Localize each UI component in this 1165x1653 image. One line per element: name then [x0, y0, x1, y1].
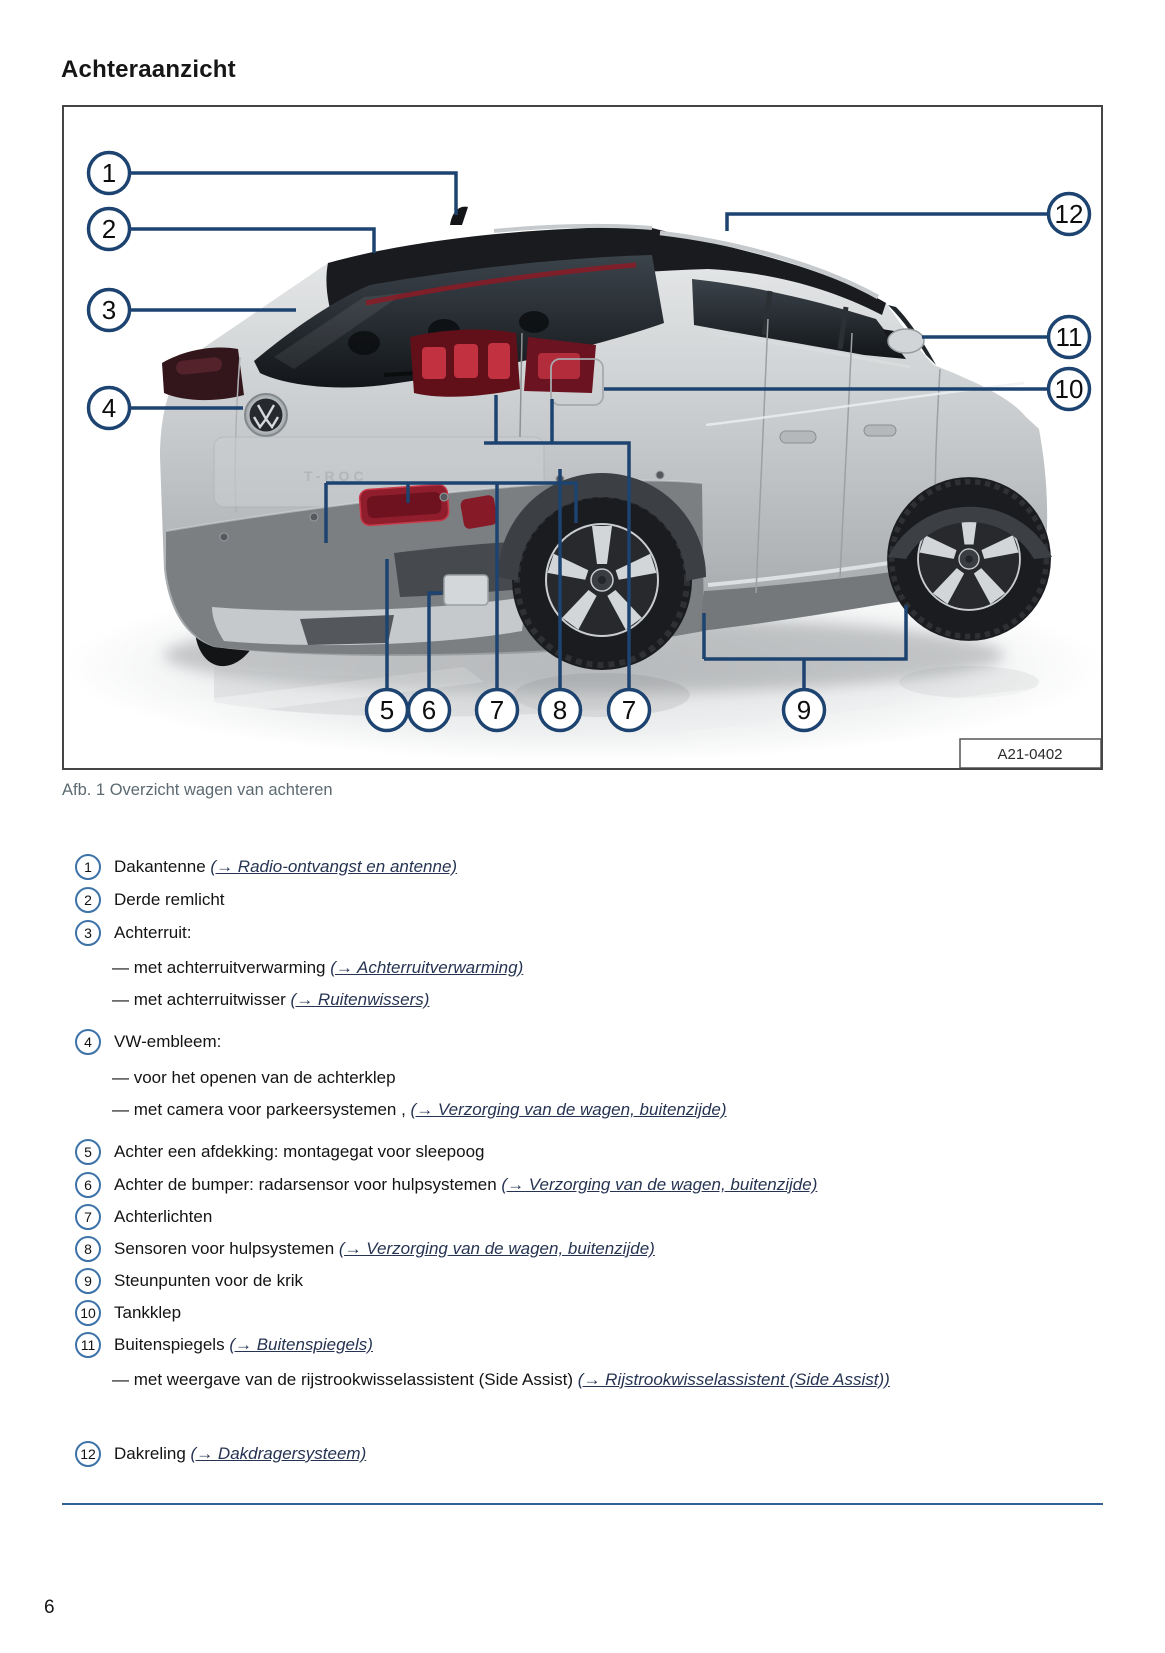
- legend-number-4: 4: [75, 1029, 101, 1055]
- vw-emblem-inner: [250, 399, 283, 432]
- legend-text: Achterruit:: [114, 923, 192, 942]
- legend-text: Achter de bumper: radarsensor voor hulpsystemen: [114, 1175, 502, 1194]
- parking-sensor: [310, 513, 318, 521]
- xref-link[interactable]: (→ Rijstrookwisselassistent (Side Assist)): [577, 1370, 890, 1389]
- figure-image-frame: [62, 105, 1103, 770]
- side-mirror: [888, 329, 924, 353]
- legend-item-5: [62, 1139, 1107, 1165]
- legend-text: — met achterruitwisser: [112, 990, 291, 1009]
- callout-7b: [609, 690, 650, 731]
- svg-text:5: 5: [379, 695, 395, 725]
- callout-line-12: [727, 214, 1048, 231]
- svg-text:7: 7: [489, 695, 505, 725]
- legend-text: Steunpunten voor de krik: [114, 1271, 304, 1290]
- antenna: [450, 207, 468, 225]
- legend-number-8: 8: [75, 1236, 101, 1262]
- legend-subitem: [62, 989, 1107, 1010]
- svg-text:6: 6: [421, 695, 437, 725]
- legend-text: — voor het openen van de achterklep: [112, 1068, 396, 1087]
- callout-11: [1049, 317, 1090, 358]
- callout-7a: [477, 690, 518, 731]
- parking-sensor: [440, 493, 448, 501]
- svg-text:7: 7: [621, 695, 637, 725]
- taillight-segment: [488, 343, 510, 379]
- legend-text: Dakreling: [114, 1444, 191, 1463]
- callout-9: [784, 690, 825, 731]
- svg-text:3: 3: [101, 295, 117, 325]
- legend-text: Buitenspiegels: [114, 1335, 230, 1354]
- figure-caption: Afb. 1 Overzicht wagen van achteren: [62, 781, 333, 799]
- svg-text:10: 10: [1054, 374, 1084, 404]
- taillight-left: [162, 348, 244, 401]
- legend-number-10: 10: [75, 1300, 101, 1326]
- legend-number-6: 6: [75, 1172, 101, 1198]
- headrest: [519, 311, 549, 333]
- svg-text:A21-0402: A21-0402: [997, 746, 1063, 763]
- image-code-tag: [960, 739, 1101, 768]
- parking-sensor: [656, 471, 664, 479]
- callout-12: [1049, 194, 1090, 235]
- legend-item-12: [62, 1441, 1107, 1467]
- callout-4: [89, 388, 130, 429]
- callout-8: [540, 690, 581, 731]
- bumper-reflector-right: [460, 494, 499, 529]
- legend-number-2: 2: [75, 887, 101, 913]
- callout-line-1: [130, 173, 456, 215]
- legend-number-11: 11: [75, 1332, 101, 1358]
- svg-text:11: 11: [1055, 322, 1083, 352]
- legend-item-4: [62, 1029, 1107, 1055]
- xref-link[interactable]: (→ Buitenspiegels): [229, 1335, 373, 1354]
- legend-text: VW-embleem:: [114, 1032, 222, 1051]
- svg-text:4: 4: [101, 393, 117, 423]
- taillight-segment: [454, 344, 478, 378]
- legend-number-12: 12: [75, 1441, 101, 1467]
- callout-10: [1049, 369, 1090, 410]
- legend-subitem: [62, 957, 1107, 978]
- taillight-segment: [422, 347, 446, 379]
- svg-text:9: 9: [796, 695, 812, 725]
- xref-link[interactable]: (→ Dakdragersysteem): [190, 1444, 367, 1463]
- legend-number-5: 5: [75, 1139, 101, 1165]
- legend-item-9: [62, 1268, 1107, 1294]
- footer-rule: [62, 1503, 1103, 1505]
- legend-item-10: [62, 1300, 1107, 1326]
- callout-2: [89, 209, 130, 250]
- page-number: 6: [44, 1597, 55, 1618]
- front-wheel: [887, 477, 1051, 641]
- parking-sensor: [220, 533, 228, 541]
- legend-text: — met achterruitverwarming: [112, 958, 331, 977]
- legend-item-7: [62, 1204, 1107, 1230]
- xref-link[interactable]: (→ Achterruitverwarming): [330, 958, 524, 977]
- xref-link[interactable]: (→ Verzorging van de wagen, buitenzijde): [338, 1239, 655, 1258]
- legend-text: Sensoren voor hulpsystemen: [114, 1239, 339, 1258]
- skid-plate-notch: [300, 615, 394, 645]
- xref-link[interactable]: (→ Verzorging van de wagen, buitenzijde): [501, 1175, 818, 1194]
- car-rear-view-illustration: [64, 107, 1101, 768]
- legend-text: — met weergave van de rijstrookwisselassistent (Side Assist): [112, 1370, 578, 1389]
- legend-item-3: [62, 920, 1107, 946]
- taillight-segment: [538, 353, 580, 379]
- legend-number-9: 9: [75, 1268, 101, 1294]
- legend-text: Achterlichten: [114, 1207, 213, 1226]
- legend-text: Derde remlicht: [114, 890, 225, 909]
- legend-subitem: [62, 1067, 1107, 1088]
- legend-item-1: [62, 854, 1107, 880]
- legend-number-3: 3: [75, 920, 101, 946]
- svg-text:8: 8: [552, 695, 568, 725]
- xref-link[interactable]: (→ Verzorging van de wagen, buitenzijde): [410, 1100, 727, 1119]
- legend-item-6: [62, 1172, 1107, 1198]
- callout-1: [89, 153, 130, 194]
- door-handle: [864, 425, 896, 436]
- legend-number-1: 1: [75, 854, 101, 880]
- svg-text:12: 12: [1054, 199, 1084, 229]
- svg-text:1: 1: [101, 158, 117, 188]
- legend-subitem: [62, 1099, 1107, 1120]
- legend-item-8: [62, 1236, 1107, 1262]
- callout-6: [409, 690, 450, 731]
- legend-list: [62, 854, 1107, 1467]
- legend-text: Dakantenne: [114, 857, 211, 876]
- legend-item-11: [62, 1332, 1107, 1358]
- xref-link[interactable]: (→ Radio-ontvangst en antenne): [210, 857, 458, 876]
- page-title: Achteraanzicht: [61, 56, 236, 83]
- legend-number-7: 7: [75, 1204, 101, 1230]
- legend-item-2: [62, 887, 1107, 913]
- legend-text: — met camera voor parkeersystemen ,: [112, 1100, 411, 1119]
- headrest: [348, 331, 380, 355]
- callout-5: [367, 690, 408, 731]
- door-handle: [780, 431, 816, 443]
- svg-text:2: 2: [101, 214, 117, 244]
- tow-hook-cover: [444, 575, 488, 605]
- callout-line-2: [130, 229, 374, 253]
- legend-text: Achter een afdekking: montagegat voor sleepoog: [114, 1142, 485, 1161]
- legend-text: Tankklep: [114, 1303, 182, 1322]
- bumper-reflector: [359, 484, 449, 526]
- xref-link[interactable]: (→ Ruitenwissers): [290, 990, 430, 1009]
- legend-subitem: [62, 1369, 1107, 1390]
- callout-3: [89, 290, 130, 331]
